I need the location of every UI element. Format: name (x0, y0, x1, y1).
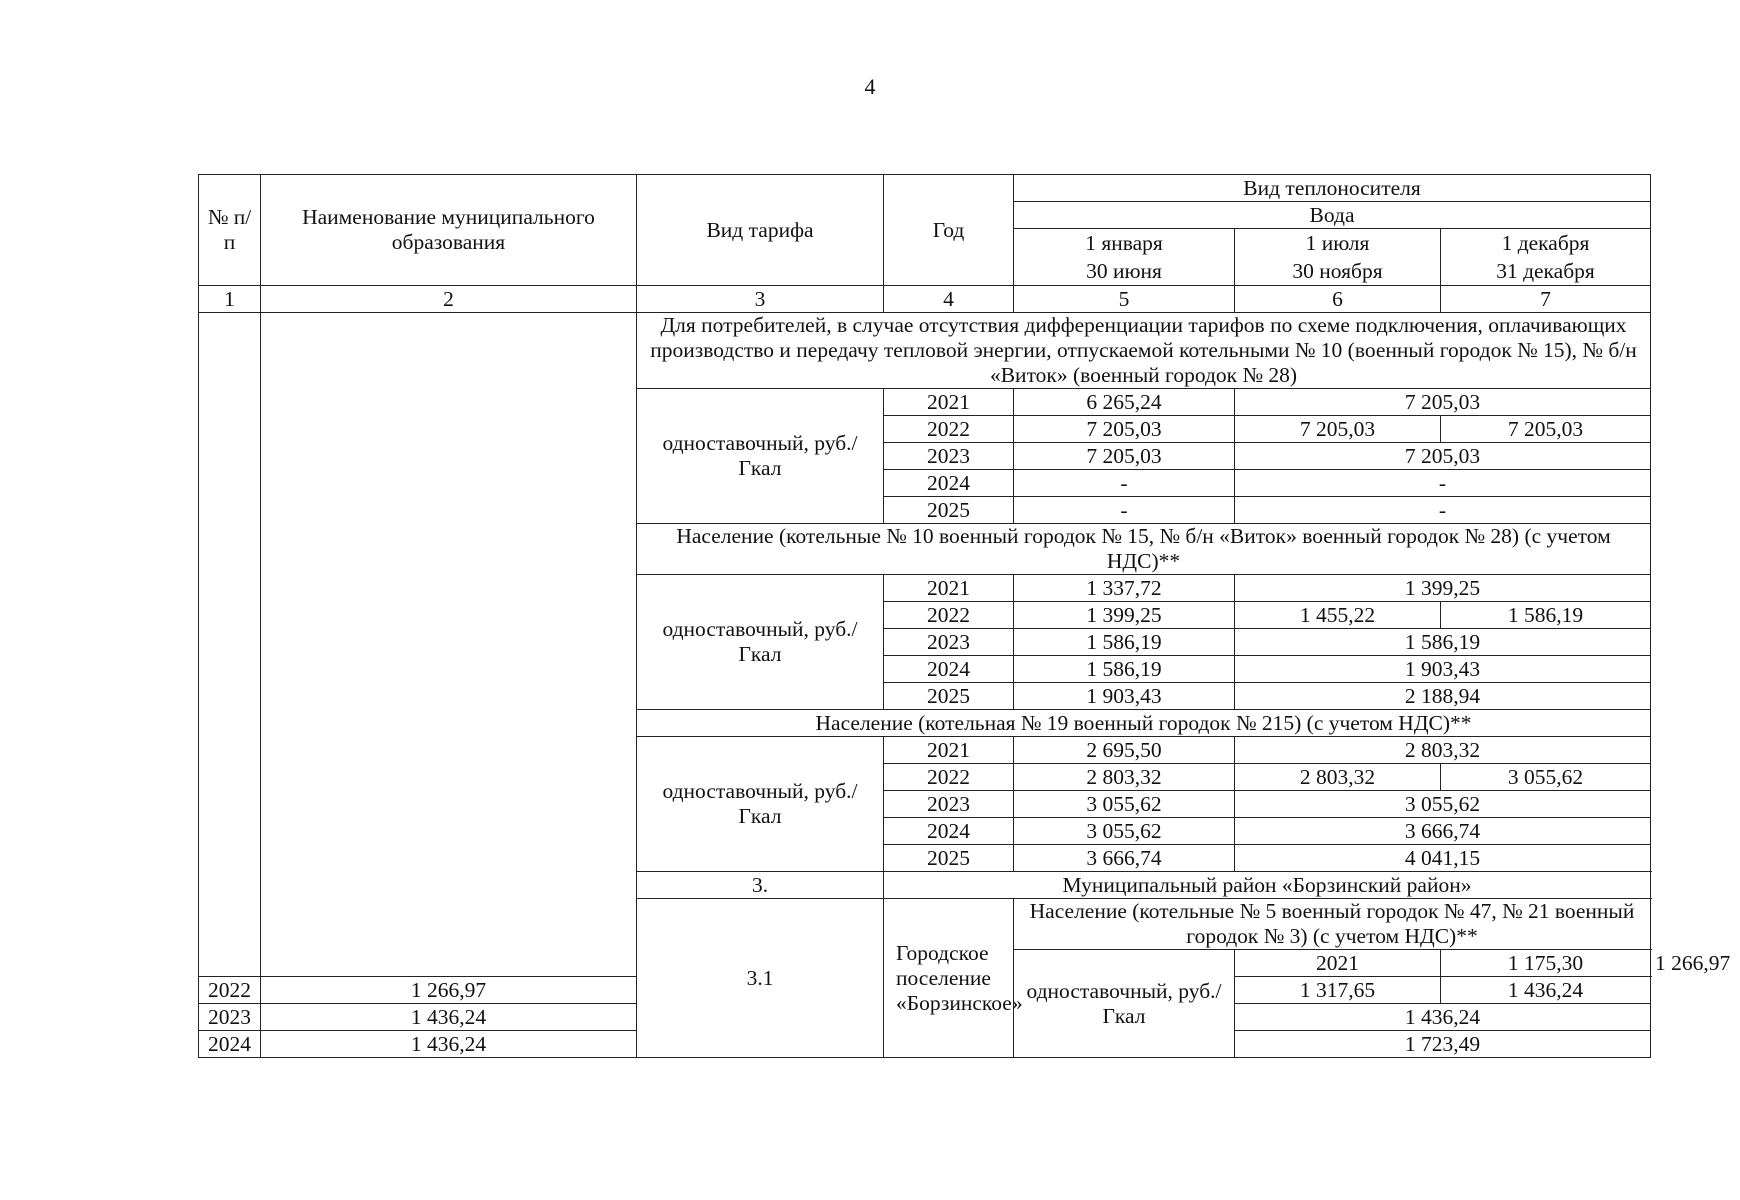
value-cell: 1 436,24 (261, 1004, 637, 1031)
tariff-type-cell: одноставочный, руб./Гкал (1014, 950, 1235, 1058)
header-water: Вода (1014, 202, 1651, 229)
value-cell: - (1014, 497, 1235, 524)
value-cell: 1 723,49 (1235, 1031, 1651, 1058)
year-cell: 2021 (884, 389, 1014, 416)
value-cell: 2 803,32 (1235, 737, 1651, 764)
value-cell: 2 803,32 (1014, 764, 1235, 791)
period-start: 1 января (1085, 231, 1163, 255)
year-cell: 2024 (884, 818, 1014, 845)
section-title: Для потребителей, в случае отсутствия дифференциации тарифов по схеме подключения, оплачивающих производство и передачу тепловой энергии, отпускаемой котельными № 10 (военный городок № 15), № б/н «Виток» (военный городок № 28) (637, 313, 1651, 389)
section-title: Население (котельная № 19 военный городок № 215) (с учетом НДС)** (637, 710, 1651, 737)
col-number: 3 (637, 286, 884, 313)
year-cell: 2023 (884, 791, 1014, 818)
value-cell: 1 586,19 (1441, 602, 1651, 629)
page-number: 4 (864, 74, 876, 99)
value-cell: 6 265,24 (1014, 389, 1235, 416)
year-cell: 2025 (884, 683, 1014, 710)
value-cell: 1 903,43 (1235, 656, 1651, 683)
value-cell: 1 337,72 (1014, 575, 1235, 602)
year-cell: 2022 (884, 602, 1014, 629)
section-title: Население (котельные № 10 военный городок № 15, № б/н «Виток» военный городок № 28) (с учетом НДС)** (637, 524, 1651, 575)
value-cell: 3 666,74 (1014, 845, 1235, 872)
value-cell: 3 055,62 (1014, 791, 1235, 818)
value-cell: 1 399,25 (1014, 602, 1235, 629)
value-cell: 3 055,62 (1235, 791, 1651, 818)
header-row-1 (199, 175, 1651, 202)
value-cell: 1 586,19 (1235, 629, 1651, 656)
year-cell: 2023 (884, 443, 1014, 470)
value-cell: 2 188,94 (1235, 683, 1651, 710)
value-cell: 7 205,03 (1014, 443, 1235, 470)
value-cell: 1 455,22 (1235, 602, 1441, 629)
district-num: 3. (637, 872, 884, 899)
tariff-type-cell: одноставочный, руб./Гкал (637, 575, 884, 710)
value-cell: 4 041,15 (1235, 845, 1651, 872)
district-name: Муниципальный район «Борзинский район» (884, 872, 1651, 899)
col-number: 4 (884, 286, 1014, 313)
col-number: 7 (1441, 286, 1651, 313)
section-title: Население (котельные № 5 военный городок № 47, № 21 военный городок № 3) (с учетом НДС)** (1014, 899, 1651, 950)
year-cell: 2022 (884, 416, 1014, 443)
section-title-row (199, 313, 1651, 389)
value-cell: 2 803,32 (1235, 764, 1441, 791)
header-period-3 (1441, 229, 1651, 286)
year-cell: 2021 (884, 737, 1014, 764)
header-num: № п/п (199, 175, 261, 286)
value-cell: - (1235, 497, 1651, 524)
continued-name-cell (261, 313, 637, 977)
value-cell: 3 055,62 (1014, 818, 1235, 845)
value-cell: 2 695,50 (1014, 737, 1235, 764)
year-cell: 2021 (884, 575, 1014, 602)
value-cell: 3 666,74 (1235, 818, 1651, 845)
period-end: 30 июня (1086, 259, 1162, 283)
year-cell: 2023 (199, 1004, 261, 1031)
period-end: 31 декабря (1496, 259, 1595, 283)
period-start: 1 декабря (1501, 231, 1590, 255)
value-cell: 1 586,19 (1014, 629, 1235, 656)
tariff-table (198, 174, 1731, 1058)
value-cell: 7 205,03 (1235, 443, 1651, 470)
table-row: одноставочный, руб./Гкал 2021 1 175,30 1 266,97 (199, 950, 1651, 977)
value-cell: 1 586,19 (1014, 656, 1235, 683)
value-cell: 1 903,43 (1014, 683, 1235, 710)
value-cell: 1 436,24 (1441, 977, 1651, 1004)
year-cell: 2024 (884, 470, 1014, 497)
col-number: 1 (199, 286, 261, 313)
value-cell: 1 436,24 (261, 1031, 637, 1058)
year-cell: 2025 (884, 845, 1014, 872)
year-cell: 2025 (884, 497, 1014, 524)
value-cell: - (1014, 470, 1235, 497)
header-period-1 (1014, 229, 1235, 286)
value-cell: 7 205,03 (1441, 416, 1651, 443)
value-cell: 1 436,24 (1235, 1004, 1651, 1031)
value-cell: 3 055,62 (1441, 764, 1651, 791)
value-cell: 1 399,25 (1235, 575, 1651, 602)
header-municipality: Наименование муниципального образования (261, 175, 637, 286)
settlement-name: Городское поселение «Борзинское» (884, 899, 1014, 1058)
year-cell: 2021 (1235, 950, 1441, 977)
year-cell: 2022 (884, 764, 1014, 791)
year-cell: 2022 (199, 977, 261, 1004)
tariff-type-cell: одноставочный, руб./Гкал (637, 737, 884, 872)
value-cell: 7 205,03 (1235, 416, 1441, 443)
value-cell: 1 266,97 (261, 977, 637, 1004)
col-number: 6 (1235, 286, 1441, 313)
year-cell: 2023 (884, 629, 1014, 656)
value-cell: - (1235, 470, 1651, 497)
column-number-row (199, 286, 1651, 313)
tariff-type-cell: одноставочный, руб./Гкал (637, 389, 884, 524)
period-start: 1 июля (1305, 231, 1370, 255)
header-carrier: Вид теплоносителя (1014, 175, 1651, 202)
value-cell: 7 205,03 (1014, 416, 1235, 443)
continued-num-cell (199, 313, 261, 977)
header-year: Год (884, 175, 1014, 286)
header-period-2 (1235, 229, 1441, 286)
value-cell: 1 175,30 (1441, 950, 1651, 977)
year-cell: 2024 (199, 1031, 261, 1058)
value-cell: 1 317,65 (1235, 977, 1441, 1004)
header-tariff-type: Вид тарифа (637, 175, 884, 286)
year-cell: 2024 (884, 656, 1014, 683)
value-cell: 7 205,03 (1235, 389, 1651, 416)
settlement-num: 3.1 (637, 899, 884, 1058)
col-number: 2 (261, 286, 637, 313)
col-number: 5 (1014, 286, 1235, 313)
period-end: 30 ноября (1292, 259, 1383, 283)
